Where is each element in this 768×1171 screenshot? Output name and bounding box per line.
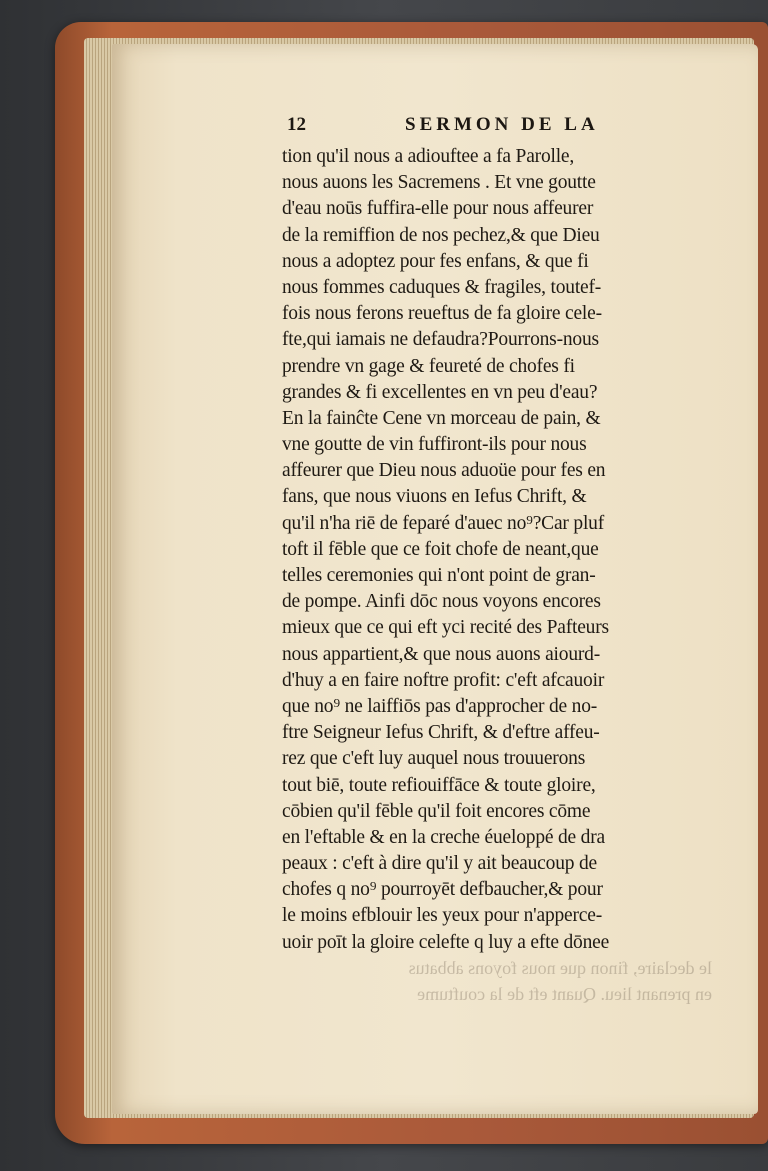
text-line: vne goutte de vin fuffiront-ils pour nous xyxy=(282,434,587,456)
text-line: nous fommes caduques & fragiles, toutef- xyxy=(282,276,602,298)
text-line: chofes q no⁹ pourroyēt defbaucher,& pour xyxy=(282,879,603,901)
text-line: grandes & fi excellentes en vn peu d'eau? xyxy=(282,381,598,403)
text-line: fans, que nous viuons en Iefus Chrift, & xyxy=(282,486,587,508)
text-line: cōbien qu'il fēble qu'il foit encores cōme xyxy=(282,800,591,822)
running-head: SERMON DE LA xyxy=(405,114,599,135)
text-line: en l'eftable & en la creche éueloppé de dra xyxy=(282,826,605,848)
text-line: rez que c'eft luy auquel nous trouuerons xyxy=(282,748,586,770)
text-line: de la remiffion de nos pechez,& que Dieu xyxy=(282,224,600,246)
text-line: qu'il n'ha riē de feparé d'auec no⁹?Car pluf xyxy=(282,512,605,534)
page-number: 12 xyxy=(287,114,306,135)
text-block xyxy=(282,144,702,956)
text-line: de pompe. Ainfi dōc nous voyons encores xyxy=(282,591,601,613)
text-line: le moins efblouir les yeux pour n'apperce- xyxy=(282,905,603,927)
text-line: nous a adoptez pour fes enfans, & que fi xyxy=(282,250,589,272)
text-line: fois nous ferons reueftus de fa gloire cele- xyxy=(282,303,602,325)
page-header xyxy=(287,114,617,142)
text-line: uoir poīt la gloire celefte q luy a efte dōnee xyxy=(282,931,610,953)
text-line: En la fainĉte Cene vn morceau de pain, & xyxy=(282,407,601,429)
text-line: d'huy a en faire noftre profit: c'eft afcauoir xyxy=(282,669,605,691)
text-line: peaux : c'eft à dire qu'il y ait beaucoup de xyxy=(282,853,597,875)
text-line: toft il fēble que ce foit chofe de neant,que xyxy=(282,538,599,560)
text-line: prendre vn gage & feureté de chofes fi xyxy=(282,355,575,377)
text-line: d'eau noūs fuffira-elle pour nous affeurer xyxy=(282,198,594,220)
text-line: ftre Seigneur Iefus Chrift, & d'eftre affeu- xyxy=(282,722,600,744)
text-line: que no⁹ ne laiffiōs pas d'approcher de no- xyxy=(282,695,598,717)
text-line: affeurer que Dieu nous aduoüe pour fes en xyxy=(282,460,606,482)
text-line: mieux que ce qui eft yci recité des Pafteurs xyxy=(282,617,609,639)
text-line: nous appartient,& que nous auons aiourd- xyxy=(282,643,601,665)
text-line: tout biē, toute refiouiffāce & toute gloire, xyxy=(282,774,596,796)
text-line: tion qu'il nous a adiouftee a fa Parolle, xyxy=(282,146,575,167)
text-line: fte,qui iamais ne defaudra?Pourrons-nous xyxy=(282,329,599,351)
text-line: telles ceremonies qui n'ont point de gran- xyxy=(282,565,596,586)
text-line: nous auons les Sacremens . Et vne goutte xyxy=(282,172,596,194)
show-through-text: le declaire, finon que nous foyons abbatus en prenant lieu. Quant eft de la couftume xyxy=(408,958,712,1004)
